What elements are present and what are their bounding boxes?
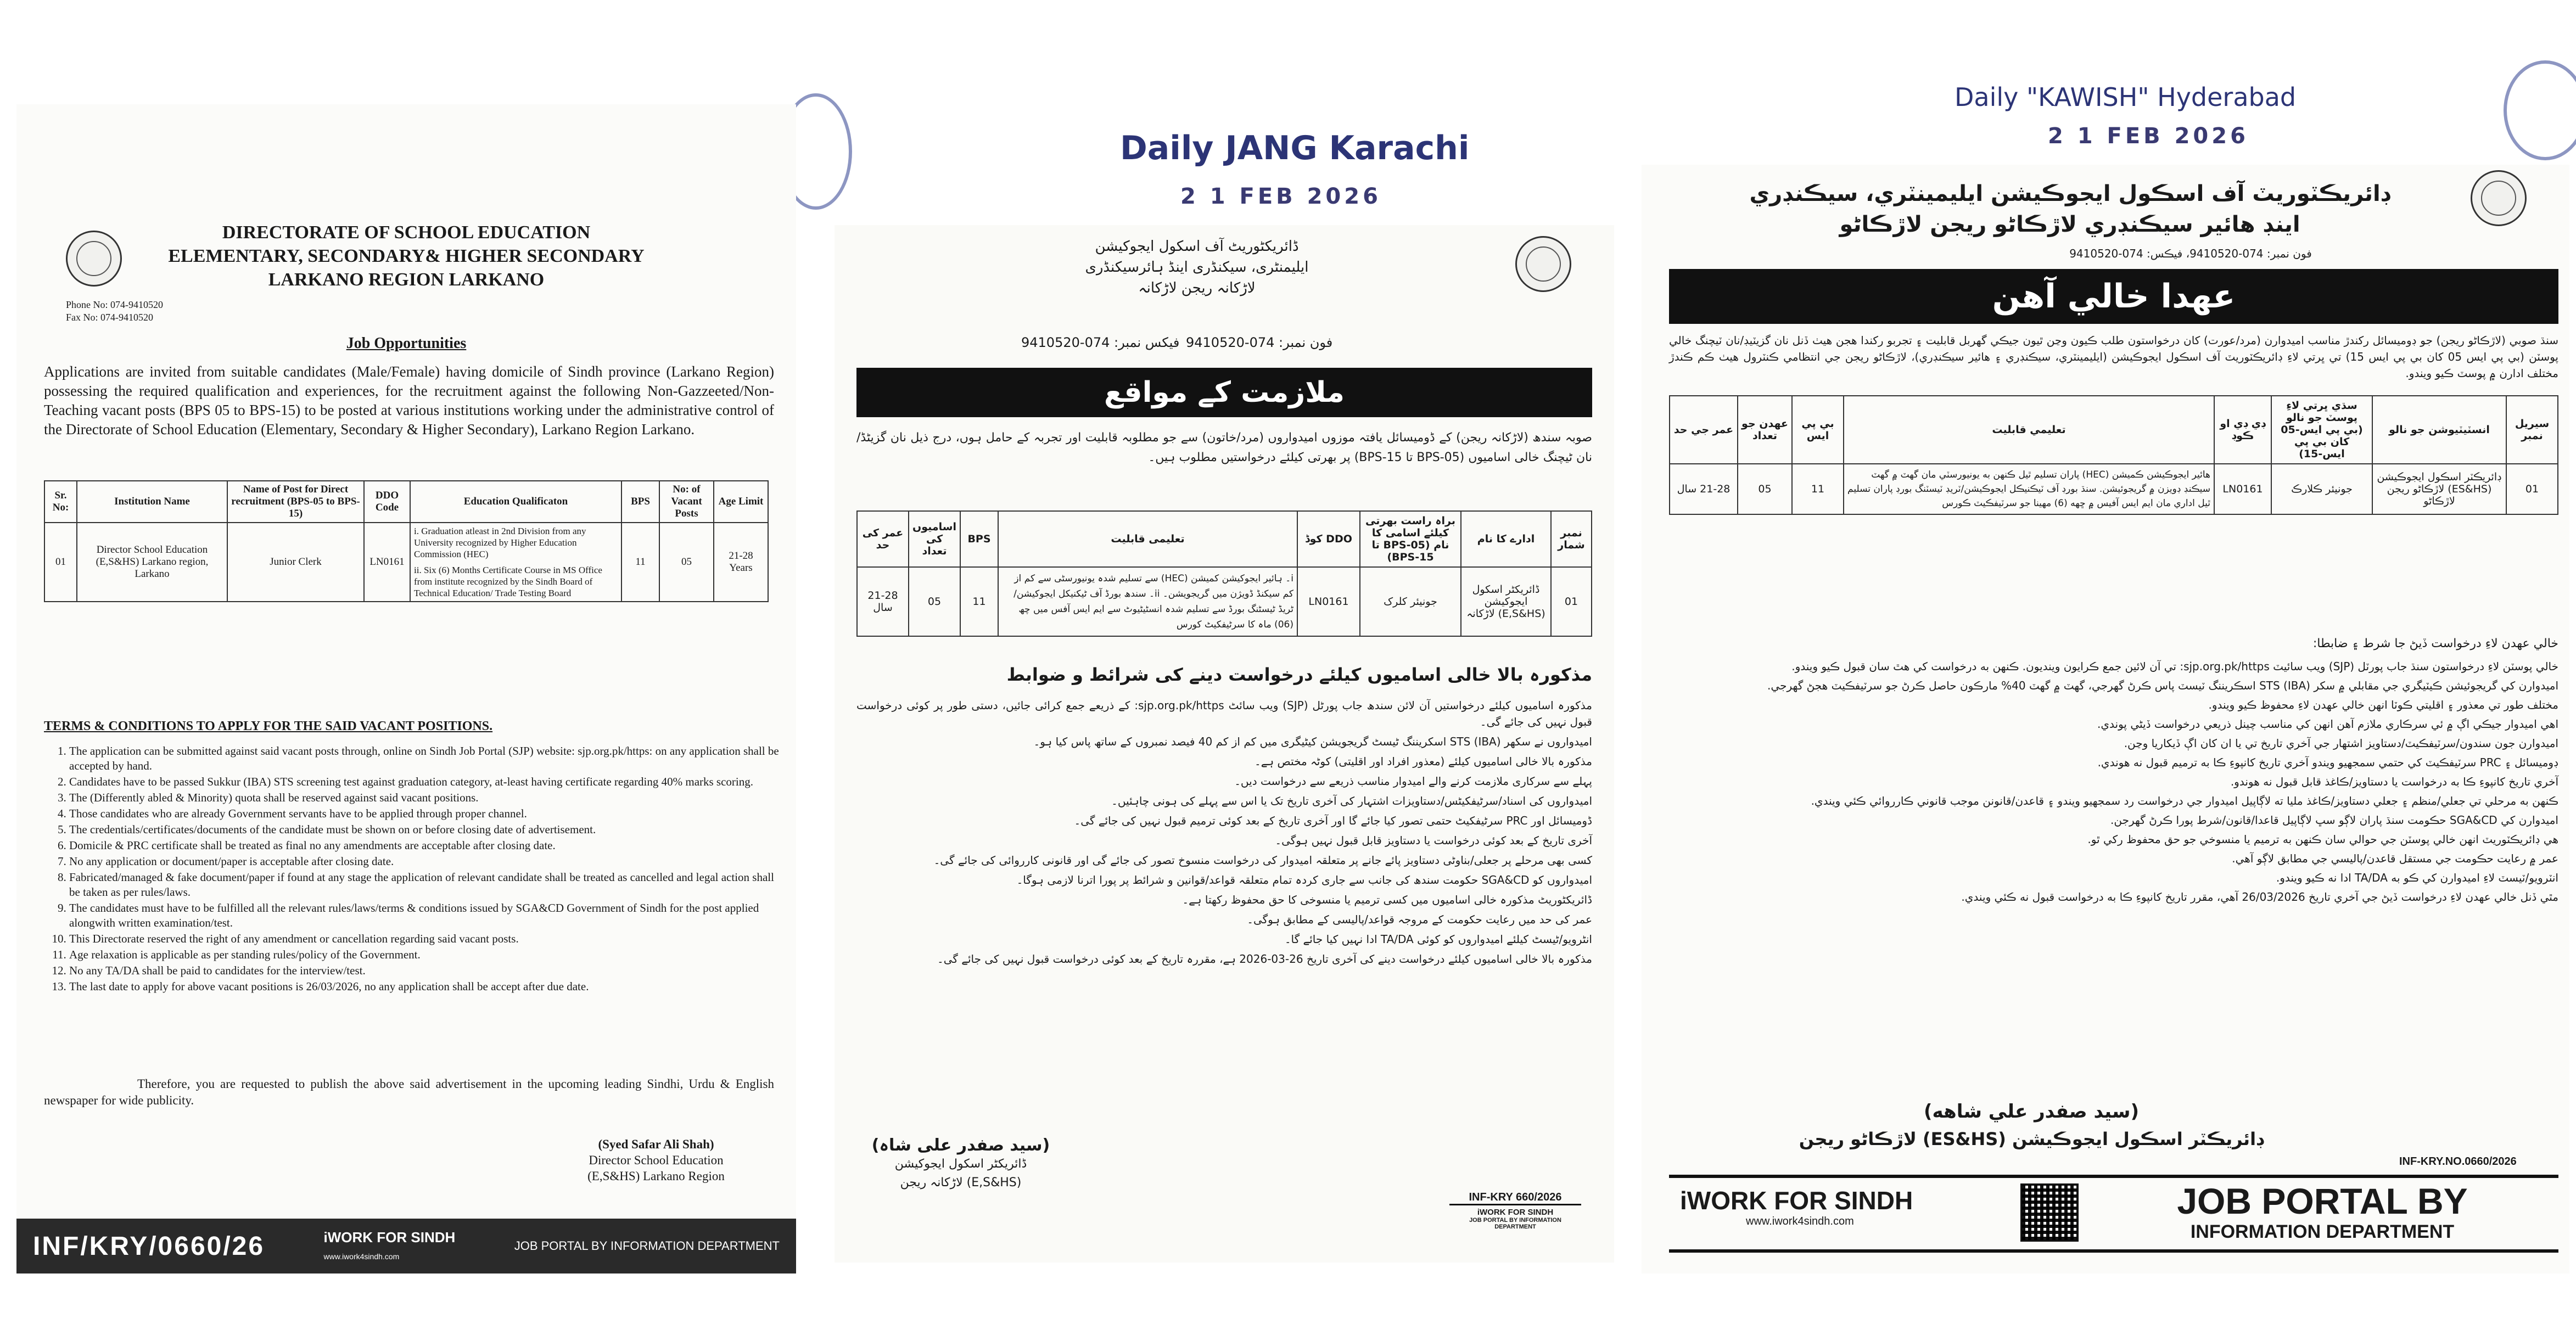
heading-line-2: اينڊ هائير سيڪنڊري لاڙڪاڻو ريجن لاڙڪاڻو bbox=[1839, 212, 2300, 237]
brand-name: iWORK FOR SINDH bbox=[323, 1229, 456, 1246]
signatory-name: (Syed Safar Ali Shah) bbox=[598, 1137, 714, 1151]
term-item: 8. Fabricated/managed & fake document/paper if found at any stage the application of relevant candidate shall be treated as cancelled and legal action shall be taken as per rules/laws. bbox=[69, 870, 783, 900]
qualification-2: ii. Six (6) Months Certificate Course in MS Office from institute recognized by the Sindh Board of Technical Education/ Trade Testing Board bbox=[414, 565, 602, 598]
cell-post: Junior Clerk bbox=[227, 523, 364, 602]
term-item: مذکورہ اسامیوں کیلئے درخواستیں آن لائن سندھ جاب پورٹل (SJP) ویب سائٹ sjp.org.pk/https: کے ذریعے جمع کرائی جائیں، دستی طور پر کوئی درخواست قبول نہیں کی جائے گی۔ bbox=[856, 699, 1593, 728]
vacancy-table bbox=[1669, 395, 2558, 515]
table-header-row bbox=[857, 511, 1592, 567]
qr-code-icon bbox=[2020, 1183, 2079, 1242]
th-post: سڌي ڀرتي لاءِ پوسٽ جو نالو (بي پي ايس-05 کان بي پي ايس-15) bbox=[2271, 396, 2372, 464]
th-institution: انسٽيٽيوشن جو نالو bbox=[2372, 396, 2506, 464]
cell-institution: Director School Education (E,S&HS) Larkano region, Larkano bbox=[77, 523, 227, 602]
job-portal-label: JOB PORTAL BY INFORMATION DEPARTMENT bbox=[514, 1239, 780, 1253]
term-item: عمر کی حد میں رعایت حکومت کے مروجہ قواعد/پالیسی کے مطابق ہوگی۔ bbox=[1247, 913, 1592, 926]
th-sr: سيريل نمبر bbox=[2506, 396, 2558, 464]
publication-date: 2 1 FEB 2026 bbox=[2048, 124, 2249, 149]
signature-block bbox=[538, 1136, 774, 1184]
terms-list bbox=[1669, 659, 2558, 908]
th-qualification: تعليمي قابليت bbox=[1844, 396, 2214, 464]
th-age: عمر کی حد bbox=[857, 511, 909, 567]
terms-title: TERMS & CONDITIONS TO APPLY FOR THE SAID VACANT POSITIONS. bbox=[44, 719, 493, 733]
information-department-line: INFORMATION DEPARTMENT bbox=[2190, 1221, 2455, 1242]
th-posts: No: of Vacant Posts bbox=[659, 481, 714, 523]
term-item: 10. This Directorate reserved the right of any amendment or cancellation regarding said vacant posts. bbox=[69, 932, 783, 946]
terms-title: مذکورہ بالا خالی اسامیوں کیلئے درخواست دینے کی شرائط و ضوابط bbox=[1006, 664, 1592, 685]
vacancy-table bbox=[44, 480, 769, 602]
region-heading: LARKANO REGION LARKANO bbox=[268, 270, 545, 290]
th-posts: عهدن جو تعداد bbox=[1738, 396, 1792, 464]
term-item: انٽرويو/ٽيسٽ لاءِ اميدوارن کي ڪو به TA/DA ادا نه ڪيو ويندو. bbox=[2276, 871, 2558, 884]
th-ddo: DDO Code bbox=[364, 481, 410, 523]
term-item: 13. The last date to apply for above vacant positions is 26/03/2026, no any application shall be accept after due date. bbox=[69, 979, 783, 994]
contact-line: فون نمبر: 074-9410520، فيڪس: 074-9410520 bbox=[2069, 247, 2312, 260]
term-item: 7. No any application or document/paper is acceptable after closing date. bbox=[69, 854, 783, 869]
signatory-office: (E,S&HS) لاڑکانہ ریجن bbox=[900, 1176, 1022, 1190]
intro-paragraph: صوبہ سندھ (لاڑکانہ ریجن) کے ڈومیسائل یافتہ موزوں امیدواروں (مرد/خاتون) سے جو مطلوبہ قابلیت اور تجربہ کے حامل ہوں، درج ذیل نان گزیٹڈ/نان ٹیچنگ خالی اسامیوں (BPS-05 تا BPS-15) پر بھرتی کیلئے درخواستیں مطلوب ہیں۔ bbox=[856, 431, 1592, 464]
term-item: هي ڊائريڪٽوريٽ انهن خالي پوسٽن جي حوالي سان ڪنهن به ترميم يا منسوخي جو حق محفوظ رکي ٿو. bbox=[2087, 833, 2558, 846]
terms-list bbox=[49, 744, 783, 995]
publication-date: 2 1 FEB 2026 bbox=[1180, 184, 1381, 209]
cell-bps: 11 bbox=[1792, 464, 1844, 514]
cell-post: جونیئر کلرک bbox=[1360, 567, 1461, 636]
terms-list bbox=[856, 697, 1592, 970]
cell-posts: 05 bbox=[909, 567, 960, 636]
term-item: ڪنهن به مرحلي تي جعلي/منظم ۽ جعلي دستاويز/ڪاغذ مليا ته لاڳاپيل اميدوار جي درخواست رد سمجهيو ويندو ۽ قاعدن/قانونن موجب قانوني ڪارروائي ڪئي ويندي. bbox=[1811, 794, 2558, 807]
government-seal-icon bbox=[2471, 170, 2527, 226]
phone-number: فون نمبر: 074-9410520 bbox=[1186, 335, 1333, 350]
job-portal-line: JOB PORTAL BY bbox=[2177, 1181, 2468, 1221]
th-post: Name of Post for Direct recruitment (BPS-05 to BPS-15) bbox=[227, 481, 364, 523]
signatory-name: (سید صفدر علی شاہ) bbox=[871, 1136, 1050, 1155]
directorate-heading bbox=[1685, 178, 2454, 240]
th-posts: اسامیوں کی تعداد bbox=[909, 511, 960, 567]
qualification-1: i. Graduation atleast in 2nd Division from any University recognized by Higher Education Commission (HEC) bbox=[414, 526, 586, 559]
section-title: Job Opportunities bbox=[346, 335, 467, 352]
cell-post: جونيئر ڪلارڪ bbox=[2271, 464, 2372, 514]
fax-number: فیکس نمبر: 074-9410520 bbox=[1021, 335, 1180, 350]
cell-qualification: هائير ايجوڪيشن ڪميشن (HEC) پاران تسليم ٿيل ڪنهن به يونيورسٽي مان گهٽ ۾ گهٽ سيڪنڊ ڊويزن ۾ گريجوئيشن. سنڌ بورڊ آف ٽيڪنيڪل ايجوڪيشن/ٽريڊ ٽيسٽنگ بورڊ پاران تسليم ٿيل اداري مان ايم ايس آفيس ۾ ڇهه (6) مهينا جو سرٽيفڪيٽ ڪورس bbox=[1844, 464, 2214, 514]
footer-ref-block bbox=[1449, 1191, 1581, 1230]
term-item: 4. Those candidates who are already Government servants have to be applied through proper channel. bbox=[69, 806, 783, 821]
directorate-heading bbox=[1043, 236, 1351, 299]
term-item: پہلے سے سرکاری ملازمت کرنے والے امیدوار مناسب ذریعے سے درخواست دیں۔ bbox=[1234, 775, 1592, 788]
cell-institution: ڈائریکٹر اسکول ایجوکیشن (E,S&HS) لاڑکانہ bbox=[1461, 567, 1551, 636]
signature-block bbox=[1784, 1098, 2278, 1153]
table-header-row bbox=[44, 481, 768, 523]
term-item: 11. Age relaxation is applicable as per standing rules/policy of the Government. bbox=[69, 947, 783, 962]
heading-line-3: لاڑکانہ ریجن لاڑکانہ bbox=[1138, 280, 1256, 296]
th-qualification: تعلیمی قابلیت bbox=[998, 511, 1297, 567]
signatory-title: Director School Education bbox=[589, 1153, 724, 1167]
reference-number: INF-KRY.NO.0660/2026 bbox=[2399, 1155, 2517, 1168]
cell-institution: ڊائريڪٽر اسڪول ايجوڪيشن (ES&HS) لاڙڪاڻو ريجن لاڙڪاڻو bbox=[2372, 464, 2506, 514]
term-item: 1. The application can be submitted against said vacant posts through, online on Sindh Job Portal (SJP) website: sjp.org.pk/https: on any application shall be accepted by hand. bbox=[69, 744, 783, 773]
cell-qualification: i۔ ہائیر ایجوکیشن کمیشن (HEC) سے تسلیم شدہ یونیورسٹی سے کم از کم سیکنڈ ڈویژن میں گریجویشن۔ ii۔ سندھ بورڈ آف ٹیکنیکل ایجوکیشن/ٹریڈ ٹیسٹنگ بورڈ سے تسلیم شدہ انسٹیٹیوٹ سے ایم ایس آفس میں چھ (06) ماہ کا سرٹیفکیٹ کورس bbox=[998, 567, 1297, 636]
term-item: اميدوارن کي SGA&CD حڪومت سنڌ پاران لاڳو سڀ لاڳاپيل قاعدا/قانون/شرط پورا ڪرڻ گهرجن. bbox=[2110, 814, 2558, 827]
signatory-title: ڊائريڪٽر اسڪول ايجوڪيشن (ES&HS) لاڙڪاڻو ريجن bbox=[1799, 1129, 2264, 1149]
term-item: مختلف طور تي معذور ۽ اقليتي ڪوٽا انهن خالي عهدن لاءِ محفوظ ڪيو ويندو. bbox=[2208, 698, 2558, 711]
heading-line-1: ڈائریکٹوریٹ آف اسکول ایجوکیشن bbox=[1095, 238, 1299, 255]
th-ddo: ڊي ڊي او ڪوڊ bbox=[2214, 396, 2271, 464]
th-ddo: DDO کوڈ bbox=[1297, 511, 1360, 567]
footer-bar bbox=[16, 1219, 796, 1273]
th-age: Age Limit bbox=[714, 481, 768, 523]
term-item: امیدواروں نے سکھر (IBA) STS اسکریننگ ٹیسٹ گریجویشن کیٹیگری میں کم از کم 40 فیصد نمبروں کے ساتھ پاس کیا ہو۔ bbox=[1033, 735, 1592, 748]
term-item: امیدواروں کو SGA&CD حکومت سندھ کی جانب سے جاری کردہ تمام متعلقہ قواعد/قوانین و شرائط پر پورا اترنا لازمی ہوگا۔ bbox=[1016, 873, 1592, 887]
cell-bps: 11 bbox=[621, 523, 659, 602]
term-item: امیدواروں کی اسناد/سرٹیفکیٹس/دستاویزات اشتہار کی آخری تاریخ تک یا اس سے پہلے کی ہونی چاہئیں۔ bbox=[1111, 794, 1592, 807]
brand-name: iWORK FOR SINDH bbox=[1680, 1186, 1913, 1215]
directorate-heading: DIRECTORATE OF SCHOOL EDUCATION bbox=[222, 222, 591, 243]
th-post: براہ راست بھرتی کیلئے اسامی کا نام (BPS-05 تا BPS-15) bbox=[1360, 511, 1461, 567]
term-item: آخری تاریخ کے بعد کوئی درخواست یا دستاویز قابل قبول نہیں ہوگی۔ bbox=[1275, 834, 1592, 847]
cell-posts: 05 bbox=[1738, 464, 1792, 514]
th-age: عمر جي حد bbox=[1670, 396, 1738, 464]
terms-title: خالي عهدن لاءِ درخواست ڏيڻ جا شرط ۽ ضابطا: bbox=[2312, 637, 2558, 650]
th-qualification: Education Qualificaton bbox=[410, 481, 621, 523]
term-item: ڊوميسائل ۽ PRC سرٽيفڪيٽ کي حتمي سمجهيو ويندو آخري تاريخ کانپوءِ ڪا به ترميم قبول نه هوندي. bbox=[2097, 756, 2558, 769]
directorate-subheading: ELEMENTARY, SECONDARY& HIGHER SECONDARY bbox=[168, 246, 645, 266]
term-item: مذکورہ بالا خالی اسامیوں کیلئے (معذور افراد اور اقلیتی) کوٹہ مختص ہے۔ bbox=[1255, 755, 1592, 768]
brand-url: www.iwork4sindh.com bbox=[323, 1252, 400, 1261]
sindhi-advertisement bbox=[1642, 165, 2569, 1273]
th-sr: نمبر شمار bbox=[1551, 511, 1592, 567]
cell-sr: 01 bbox=[44, 523, 77, 602]
table-row bbox=[1670, 464, 2558, 514]
signatory-office: (E,S&HS) Larkano Region bbox=[587, 1169, 725, 1183]
term-item: 5. The credentials/certificates/documents of the candidate must be shown on or before closing date of advertisement. bbox=[69, 822, 783, 837]
fax-number: Fax No: 074-9410520 bbox=[66, 312, 153, 323]
th-institution: ادارے کا نام bbox=[1461, 511, 1551, 567]
work-for-sindh-logo: iWORK FOR SINDH bbox=[1477, 1208, 1554, 1217]
term-item: اميدوارن کي گريجوئيشن ڪيٽيگري جي مقابلي ۾ سکر (IBA) STS اسڪريننگ ٽيسٽ پاس ڪرڻ گهرجي، گهٽ ۾ گهٽ 40% مارڪون حاصل ڪرڻ جو سرٽيفڪيٽ هجڻ گهرجي. bbox=[1767, 679, 2558, 692]
urdu-advertisement bbox=[835, 225, 1614, 1263]
th-bps: بي پي ايس bbox=[1792, 396, 1844, 464]
th-institution: Institution Name bbox=[77, 481, 227, 523]
job-banner: ملازمت کے مواقع bbox=[856, 368, 1592, 417]
term-item: مذکورہ بالا خالی اسامیوں کیلئے درخواست دینے کی آخری تاریخ 26-03-2026 ہے، مقررہ تاریخ کے بعد کوئی درخواست قبول نہیں کی جائے گی۔ bbox=[937, 952, 1592, 966]
term-item: خالي پوسٽن لاءِ درخواستون سنڌ جاب پورٽل (SJP) ويب سائيٽ sjp.org.pk/https: تي آن لائين جمع ڪرايون وينديون. ڪنهن به درخواست کي هٿ سان قبول ڪيو ويندو. bbox=[1791, 660, 2558, 673]
vacancy-table bbox=[856, 510, 1592, 637]
footer-bar bbox=[1669, 1175, 2558, 1253]
term-item: انٹرویو/ٹیسٹ کیلئے امیدواروں کو کوئی TA/DA ادا نہیں کیا جائے گا۔ bbox=[1284, 933, 1592, 946]
th-bps: BPS bbox=[621, 481, 659, 523]
phone-number: Phone No: 074-9410520 bbox=[66, 299, 163, 310]
cell-sr: 01 bbox=[1551, 567, 1592, 636]
cell-posts: 05 bbox=[659, 523, 714, 602]
cell-sr: 01 bbox=[2506, 464, 2558, 514]
signatory-title: ڈائریکٹر اسکول ایجوکیشن bbox=[894, 1157, 1027, 1171]
intro-paragraph: Applications are invited from suitable candidates (Male/Female) having domicile of Sindh province (Larkano Region) possessing the required qualification and experiences, for the recruitment against the following Non-Gazzeeted/Non-Teaching vacant posts (BPS 05 to BPS-15) to be posted at various institutions working under the administrative control of the Directorate of School Education (Elementary, Secondary & Higher Secondary), Larkano Region Larkano. bbox=[44, 363, 774, 437]
closing-paragraph: Therefore, you are requested to publish the above said advertisement in the upcoming leading Sindhi, Urdu & English newspaper for wide publicity. bbox=[44, 1077, 774, 1107]
job-banner: عهدا خالي آهن bbox=[1669, 269, 2558, 324]
cell-bps: 11 bbox=[960, 567, 998, 636]
term-item: 3. The (Differently abled & Minority) quota shall be reserved against said vacant positions. bbox=[69, 790, 783, 805]
term-item: مٿي ڏنل خالي عهدن لاءِ درخواست ڏيڻ جي آخري تاريخ 26/03/2026 آهي، مقرر تاريخ کانپوءِ ڪا به درخواست قبول نه ڪئي ويندي. bbox=[1961, 890, 2558, 904]
term-item: ڈومیسائل اور PRC سرٹیفکیٹ حتمی تصور کیا جائے گا اور آخری تاریخ کے بعد کوئی ترمیم قبول نہیں کی جائے گی۔ bbox=[1074, 814, 1592, 827]
signature-block bbox=[856, 1136, 1065, 1192]
page-edge-stamp bbox=[2504, 60, 2576, 160]
cell-ddo: LN0161 bbox=[364, 523, 410, 602]
reference-number: INF-KRY 660/2026 bbox=[1449, 1191, 1581, 1205]
term-item: کسی بھی مرحلے پر جعلی/بناوٹی دستاویز پائے جانے پر متعلقہ امیدوار کی درخواست منسوخ تصور کی جائے گی اور قانونی کارروائی کی جائے گی۔ bbox=[933, 854, 1592, 867]
newspaper-name: Daily JANG Karachi bbox=[1120, 129, 1470, 167]
term-item: 6. Domicile & PRC certificate shall be treated as final no any amendments are acceptable after closing date. bbox=[69, 838, 783, 853]
intro-paragraph: سنڌ صوبي (لاڙڪاڻو ريجن) جو ڊوميسائل رکندڙ مناسب اميدوارن (مرد/عورت) کان درخواستون طلب ڪيون وڃن ٿيون جيڪي گهربل قابليت ۽ تجربو رکندا هجن هيٺ ڏنل نان گزيٽيڊ/نان ٽيچنگ خالي پوسٽن (بي پي ايس 05 کان بي پي ايس 15) تي ڀرتي لاءِ ڊائريڪٽوريٽ آف اسڪول ايجوڪيشن (ايليمينٽري، سيڪنڊري ۽ هائير سيڪنڊري)، لاڙڪاڻو ريجن جي انتظامي ڪنٽرول هيٺ ڪم ڪندڙ مختلف ادارن ۾ پوسٽ ڪيو ويندو. bbox=[1669, 334, 2558, 380]
term-item: عمر ۾ رعايت حڪومت جي مستقل قاعدن/پاليسي جي مطابق لاڳو آهي. bbox=[2232, 852, 2558, 865]
work-for-sindh-logo bbox=[1680, 1186, 1913, 1228]
cell-age: 21-28 سال bbox=[857, 567, 909, 636]
table-row bbox=[44, 523, 768, 602]
brand-url: www.iwork4sindh.com bbox=[1746, 1215, 1854, 1227]
job-portal-label bbox=[2097, 1181, 2547, 1243]
newspaper-name: Daily "KAWISH" Hyderabad bbox=[1955, 82, 2297, 112]
th-bps: BPS bbox=[960, 511, 998, 567]
reference-number: INF/KRY/0660/26 bbox=[33, 1231, 265, 1261]
cell-qualification bbox=[410, 523, 621, 602]
cell-age: 21-28 Years bbox=[714, 523, 768, 602]
cell-ddo: LN0161 bbox=[2214, 464, 2271, 514]
term-item: 12. No any TA/DA shall be paid to candidates for the interview/test. bbox=[69, 963, 783, 978]
signatory-name: (سيد صفدر علي شاهه) bbox=[1924, 1101, 2139, 1123]
job-portal-label: JOB PORTAL BY INFORMATION DEPARTMENT bbox=[1469, 1217, 1561, 1230]
heading-line-1: ڊائريڪٽوريٽ آف اسڪول ايجوڪيشن ايليمينٽري، سيڪنڊري bbox=[1749, 181, 2390, 206]
term-item: آخري تاريخ کانپوءِ ڪا به درخواست يا دستاويز/ڪاغذ قابل قبول نه هوندو. bbox=[2230, 775, 2558, 788]
government-seal-icon bbox=[1515, 236, 1571, 292]
table-row bbox=[857, 567, 1592, 636]
english-advertisement bbox=[16, 104, 796, 1273]
term-item: 2. Candidates have to be passed Sukkur (IBA) STS screening test against graduation category, at-least having certificate regarding 40% marks scoring. bbox=[69, 775, 783, 789]
term-item: اهي اميدوار جيڪي اڳ ۾ ئي سرڪاري ملازم آهن انهن کي مناسب چينل ذريعي درخواست ڏيڻي پوندي. bbox=[2097, 717, 2558, 731]
term-item: اميدوارن جون سندون/سرٽيفڪيٽ/دستاويز اشتهار جي آخري تاريخ تي يا ان کان اڳ ڏيکاريا وڃن. bbox=[2124, 737, 2558, 750]
cell-ddo: LN0161 bbox=[1297, 567, 1360, 636]
cell-age: 21-28 سال bbox=[1670, 464, 1738, 514]
heading-line-2: ایلیمنٹری، سیکنڈری اینڈ ہائرسیکنڈری bbox=[1085, 259, 1309, 276]
term-item: 9. The candidates must have to be fulfilled all the relevant rules/laws/terms & conditions issued by SGA&CD Government of Sindh for the post applied alongwith written examination/test. bbox=[69, 901, 783, 930]
th-sr: Sr. No: bbox=[44, 481, 77, 523]
work-for-sindh-logo bbox=[324, 1229, 456, 1263]
term-item: ڈائریکٹوریٹ مذکورہ خالی اسامیوں میں کسی ترمیم یا منسوخی کا حق محفوظ رکھتا ہے۔ bbox=[1182, 893, 1592, 906]
table-header-row bbox=[1670, 396, 2558, 464]
